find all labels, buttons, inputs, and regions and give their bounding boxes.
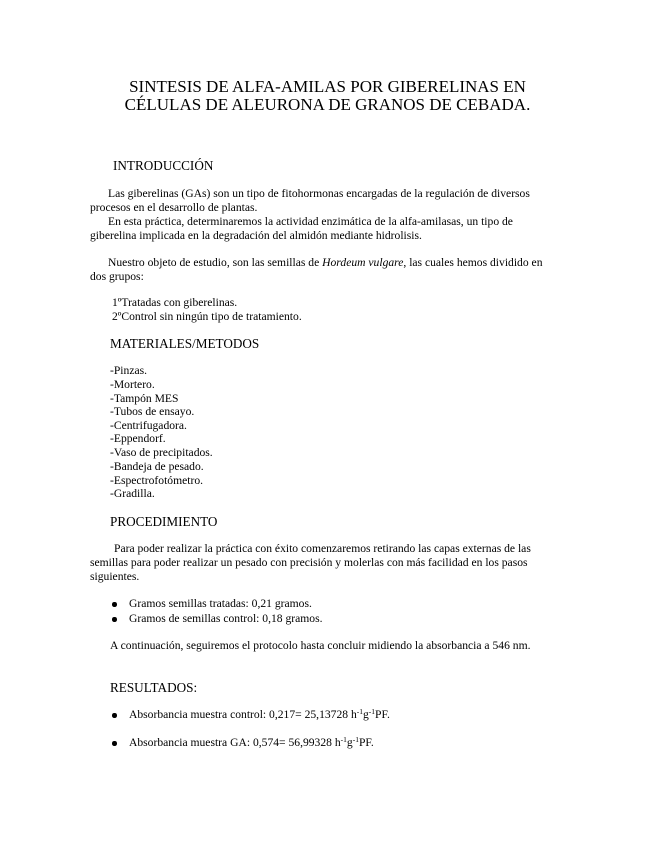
intro-paragraph-1-line-2: procesos en el desarrollo de plantas. xyxy=(90,201,258,214)
materials-list-item: -Mortero. xyxy=(110,378,155,391)
bullet-icon xyxy=(112,602,117,607)
results-item-control xyxy=(129,708,390,722)
materials-list-item: -Bandeja de pesado. xyxy=(110,460,204,473)
procedure-bullet-item: Gramos de semillas control: 0,18 gramos. xyxy=(129,612,323,625)
intro-paragraph-2-line-1: En esta práctica, determinaremos la actividad enzimática de la alfa-amilasas, un tipo de xyxy=(108,215,513,228)
document-title-line-1: SINTESIS DE ALFA-AMILAS POR GIBERELINAS EN xyxy=(129,77,526,96)
procedure-bullet-item: Gramos semillas tratadas: 0,21 gramos. xyxy=(129,597,312,610)
results-heading: RESULTADOS: xyxy=(110,680,198,695)
document-title-line-2: CÉLULAS DE ALEURONA DE GRANOS DE CEBADA. xyxy=(124,95,531,114)
materials-list-item: -Gradilla. xyxy=(110,487,155,500)
procedure-heading: PROCEDIMIENTO xyxy=(110,514,218,529)
materials-list-item: -Tampón MES xyxy=(110,392,179,405)
intro-heading: INTRODUCCIÓN xyxy=(113,158,214,173)
result-unit: g xyxy=(363,708,369,721)
materials-list-item: -Eppendorf. xyxy=(110,432,166,445)
materials-list-item: -Tubos de ensayo. xyxy=(110,405,195,418)
result-label: Absorbancia muestra GA: 0,574= 56,99328 h xyxy=(129,736,341,749)
materials-list-item: -Espectrofotómetro. xyxy=(110,474,204,487)
procedure-paragraph-line-1: Para poder realizar la práctica con éxito comenzaremos retirando las capas externas de las xyxy=(114,542,531,555)
intro-paragraph-1-line-1: Las giberelinas (GAs) son un tipo de fitohormonas encargadas de la regulación de diversos xyxy=(108,187,530,200)
results-item-ga xyxy=(129,736,374,750)
bullet-icon xyxy=(112,741,117,746)
materials-list-item: -Centrifugadora. xyxy=(110,419,187,432)
result-exponent: -1 xyxy=(340,735,347,744)
species-name: Hordeum vulgare xyxy=(322,256,404,269)
bullet-icon xyxy=(112,617,117,622)
intro-paragraph-2-line-2: giberelina implicada en la degradación del almidón mediante hidrolisis. xyxy=(90,229,422,242)
group-item-treated: 1ºTratadas con giberelinas. xyxy=(112,296,238,309)
procedure-paragraph-line-2: semillas para poder realizar un pesado con precisión y molerlas con más facilidad en los pasos xyxy=(90,556,528,569)
materials-list-item: -Vaso de precipitados. xyxy=(110,446,213,459)
result-exponent: -1 xyxy=(368,707,376,716)
procedure-paragraph-line-3: siguientes. xyxy=(90,570,140,583)
result-exponent: -1 xyxy=(352,735,359,744)
bullet-icon xyxy=(112,713,117,718)
result-unit-end: PF. xyxy=(375,708,390,721)
materials-heading: MATERIALES/METODOS xyxy=(110,336,260,351)
materials-list-item: -Pinzas. xyxy=(110,364,148,377)
intro-paragraph-3-text-before: Nuestro objeto de estudio, son las semillas de xyxy=(108,256,323,269)
procedure-continuation: A continuación, seguiremos el protocolo hasta concluir midiendo la absorbancia a 546 nm. xyxy=(110,639,531,652)
intro-paragraph-3-line-1 xyxy=(108,256,543,270)
intro-paragraph-3-text-after: , las cuales hemos dividido en xyxy=(403,256,543,269)
result-exponent: -1 xyxy=(356,707,363,716)
group-item-control: 2ºControl sin ningún tipo de tratamiento. xyxy=(112,310,302,323)
result-label: Absorbancia muestra control: 0,217= 25,13728 h xyxy=(129,708,357,721)
result-unit: g xyxy=(346,736,353,749)
result-unit-end: PF. xyxy=(358,736,374,749)
intro-paragraph-3-line-2: dos grupos: xyxy=(90,270,144,283)
